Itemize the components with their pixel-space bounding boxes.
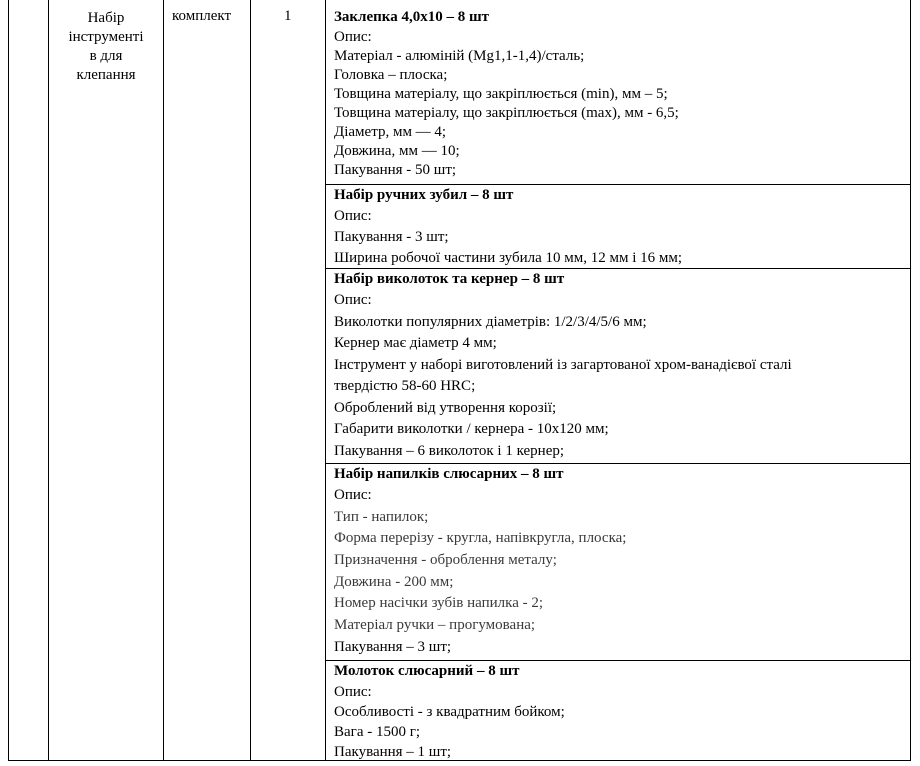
spec-block-hammer [334,661,909,762]
spec-line: Довжина - 200 мм; [334,573,454,590]
item-name-line: Набір [87,10,125,26]
item-name-line: в для [89,48,123,64]
spec-line: Ширина робочої частини зубила 10 мм, 12 мм і 16 мм; [334,250,683,266]
spec-line: Форма перерізу - кругла, напівкругла, плоска; [334,530,627,547]
table-border-right [910,0,911,761]
table-border-left [8,0,9,761]
spec-line: Пакування – 3 шт; [334,638,452,655]
spec-line: Опис: [334,292,372,308]
spec-line: Опис: [334,487,372,503]
spec-block-chisels [334,185,909,269]
item-name-line: клепання [76,67,136,83]
spec-title: Заклепка 4,0х10 – 8 шт [334,9,489,25]
spec-line: Габарити виколотки / кернера - 10x120 мм; [334,421,609,437]
spec-line: Особливості - з квадратним бойком; [334,704,565,720]
unit-cell: комплект [172,8,232,24]
spec-line: Опис: [334,29,372,45]
column-divider-3 [250,0,251,761]
spec-block-files [334,464,909,659]
spec-line: Діаметр, мм — 4; [334,124,447,140]
spec-title: Молоток слюсарний – 8 шт [334,663,520,679]
spec-line: Тип - напилок; [334,508,429,525]
spec-line: Головка – плоска; [334,67,448,83]
spec-line: Пакування - 3 шт; [334,229,449,245]
spec-line: Товщина матеріалу, що закріплюється (max), мм - 6,5; [334,105,679,121]
spec-line: Опис: [334,684,372,700]
item-name-cell [49,9,163,85]
quantity-cell: 1 [284,8,292,24]
spec-line: Оброблений від утворення корозії; [334,399,557,416]
item-name-line: інструменті [68,29,144,45]
spec-block-punches [334,269,909,462]
spec-line: Вага - 1500 г; [334,724,421,740]
column-divider-1 [48,0,49,761]
column-divider-4 [325,0,326,761]
spec-line: Опис: [334,208,372,224]
spec-line: Виколотки популярних діаметрів: 1/2/3/4/5/6 мм; [334,313,647,330]
column-divider-2 [163,0,164,761]
spec-line: Матеріал - алюміній (Mg1,1-1,4)/сталь; [334,48,585,64]
spec-line: Товщина матеріалу, що закріплюється (min), мм – 5; [334,86,668,102]
spec-line: Номер насічки зубів напилка - 2; [334,595,544,612]
spec-line: Кернер має діаметр 4 мм; [334,335,497,351]
spec-line: Довжина, мм — 10; [334,143,460,159]
spec-title: Набір виколоток та кернер – 8 шт [334,271,565,287]
spec-line: Призначення - оброблення металу; [334,552,557,569]
spec-line: Інструмент у наборі виготовлений із загартованої хром-ванадієвої сталі [334,356,792,373]
spec-title: Набір ручних зубил – 8 шт [334,187,514,203]
spec-line: Матеріал ручки – прогумована; [334,617,536,634]
spec-title: Набір напилків слюсарних – 8 шт [334,466,564,482]
spec-line: Пакування – 6 виколоток і 1 кернер; [334,442,565,459]
spec-line: твердістю 58-60 HRC; [334,378,476,394]
spec-line: Пакування - 50 шт; [334,162,457,178]
spec-block-rivet [334,7,909,180]
spec-line: Пакування – 1 шт; [334,744,452,760]
